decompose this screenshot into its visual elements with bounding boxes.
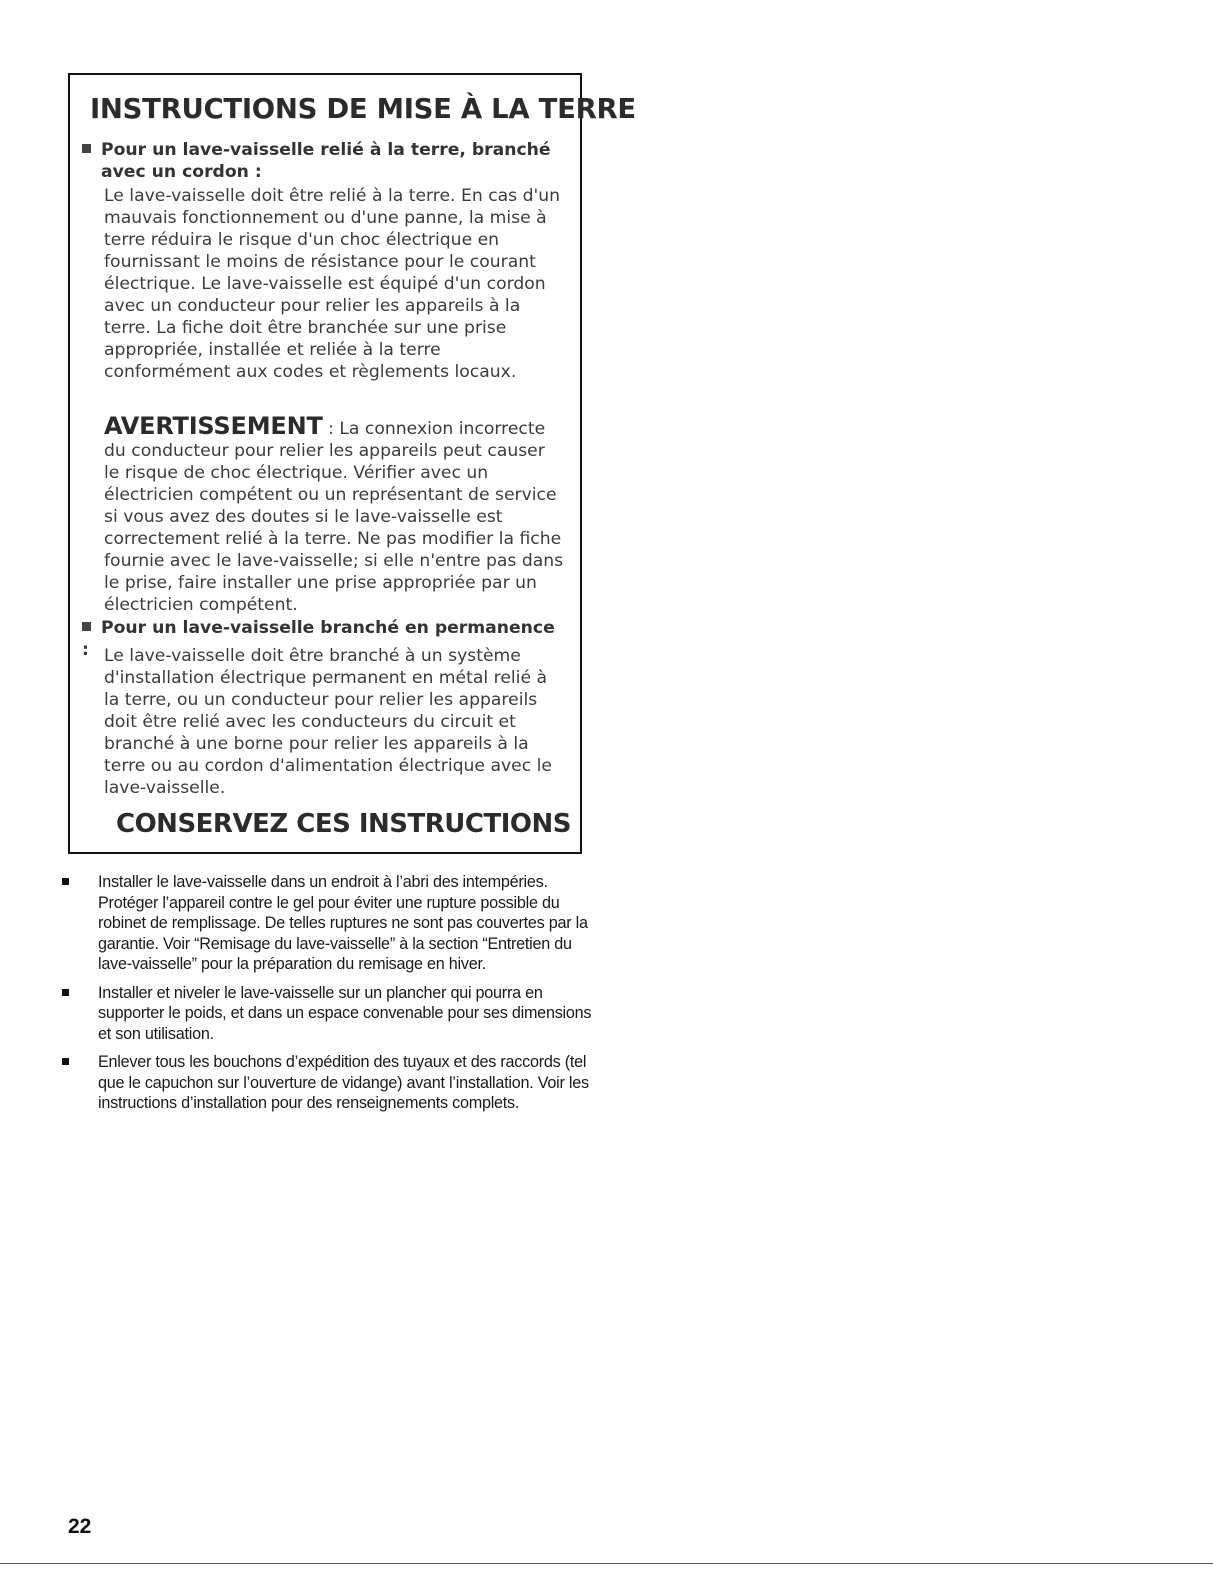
warning-text: : La connexion incorrecte du conducteur pour relier les appareils peut causer le risque de choc électrique. Vérifier avec un électricien compétent ou un représentant de service si vous avez des doutes si le lave-vaisselle est correctement relié à la terre. Ne pas modifier la fiche fournie avec le lave-vaisselle; si elle n'entre pas dans le prise, faire installer une prise appropriée par un électricien compétent.	[104, 419, 564, 615]
list-item	[62, 1052, 592, 1114]
box-footer-title: CONSERVEZ CES INSTRUCTIONS	[116, 809, 571, 839]
square-bullet-icon	[82, 144, 91, 153]
box-title: INSTRUCTIONS DE MISE À LA TERRE	[90, 93, 636, 125]
section-body-permanent: Le lave-vaisselle doit être branché à un système d'installation électrique permanent en métal relié à la terre, ou un conducteur pour relier les appareils doit être relié avec les conducteurs du circuit et branché à une borne pour relier les appareils à la terre ou au cordon d'alimentation électrique avec le lave-vaisselle.	[104, 646, 552, 798]
warning-paragraph	[104, 412, 564, 616]
bottom-rule	[0, 1563, 1213, 1564]
list-item	[62, 872, 592, 975]
list-item-text: Installer et niveler le lave-vaisselle sur un plancher qui pourra en supporter le poids, et dans un espace convenable pour ses dimensions et son utilisation.	[98, 983, 592, 1043]
section-heading-cord-text: Pour un lave-vaisselle relié à la terre, branché avec un cordon :	[101, 140, 551, 182]
square-bullet-icon	[62, 878, 69, 885]
list-item	[62, 983, 592, 1045]
section-heading-cord	[82, 139, 581, 183]
grounding-instructions-box	[68, 73, 636, 854]
page-number: 22	[68, 1515, 92, 1538]
square-bullet-icon	[62, 1058, 69, 1065]
section-heading-permanent-text: Pour un lave-vaisselle branché en permanence :	[82, 618, 555, 660]
section-body-cord: Le lave-vaisselle doit être relié à la terre. En cas d'un mauvais fonctionnement ou d'une panne, la mise à terre réduira le risque d'un choc électrique en fournissant le moins de résistance pour le courant électrique. Le lave-vaisselle est équipé d'un cordon avec un conducteur pour relier les appareils à la terre. La fiche doit être branchée sur une prise appropriée, installée et reliée à la terre conformément aux codes et règlements locaux.	[104, 186, 561, 382]
installation-list	[62, 872, 592, 1122]
list-item-text: Enlever tous les bouchons d’expédition des tuyaux et des raccords (tel que le capuchon sur l’ouverture de vidange) avant l’installation. Voir les instructions d’installation pour des renseignements complets.	[98, 1053, 589, 1112]
warning-label: AVERTISSEMENT	[104, 412, 323, 440]
list-item-text: Installer le lave-vaisselle dans un endroit à l’abri des intempéries. Protéger l’appareil contre le gel pour éviter une rupture possible du robinet de remplissage. De telles ruptures ne sont pas couvertes par la garantie. Voir “Remisage du lave-vaisselle” à la section “Entretien du lave-vaisselle” pour la préparation du remisage en hiver.	[98, 873, 588, 973]
square-bullet-icon	[62, 989, 69, 996]
square-bullet-icon	[82, 622, 91, 631]
